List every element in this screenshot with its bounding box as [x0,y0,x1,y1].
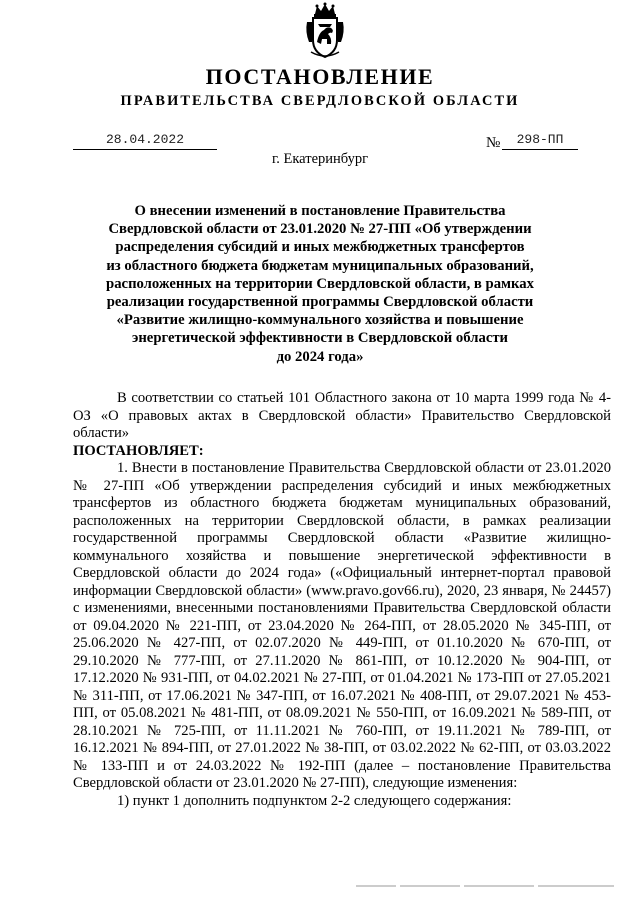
heading-line: реализации государственной программы Свердловской области [106,294,534,311]
heading-line: расположенных на территории Свердловской области, в рамках [106,275,534,292]
heading-line: О внесении изменений в постановление Правительства [134,203,506,219]
item-1-paragraph: 1. Внести в постановление Правительства Свердловской области от 23.01.2020 № 27-ПП «Об утверждении распределения субсидий и иных межбюджетных трансфертов из областного бюджета бюджетам муниципальных образований, расположенных на территории Свердловской области, в рамках реализации государственной программы Свердловской области «Развитие жилищно-коммунального хозяйства и повышение энергетической эффективности в Свердловской области до 2024 года» («Официальный интернет-портал правовой информации Свердловской области» (www.pravo.gov66.ru), 2020, 23 января, № 24457) с изменениями, внесенными постановлениями Правительства Свердловской области от 09.04.2020 № 221-ПП, от 23.04.2020 № 264-ПП, от 28.05.2020 № 345-ПП, от 25.06.2020 № 427-ПП, от 02.07.2020 № 449-ПП, от 01.10.2020 № 670-ПП, от 29.10.2020 № 777-ПП, от 27.11.2020 № 861-ПП, от 10.12.2020 № 904-ПП, от 17.12.2020 № 931-ПП, от 04.02.2021 № 27-ПП, от 01.04.2021 № 173-ПП от 27.05.2021 № 311-ПП, от 17.06.2021 № 347-ПП, от 16.07.2021 № 408-ПП, от 29.07.2021 № 453-ПП, от 05.08.2021 № 481-ПП, от 08.09.2021 № 550-ПП, от 16.09.2021 № 589-ПП, от 28.10.2021 № 725-ПП, от 11.11.2021 № 760-ПП, от 19.11.2021 № 789-ПП, от 16.12.2021 № 894-ПП, от 27.01.2022 № 38-ПП, от 03.02.2022 № 62-ПП, от 03.03.2022 № 133-ПП и от 24.03.2022 № 192-ПП (далее – постановление Правительства Свердловской области от 23.01.2020 № 27-ПП), следующие изменения: [73,460,611,791]
document-number: 298-ПП [502,132,578,150]
document-subtitle: ПРАВИТЕЛЬСТВА СВЕРДЛОВСКОЙ ОБЛАСТИ [120,93,520,109]
decree-word: ПОСТАНОВЛЯЕТ: [73,442,204,459]
number-sign: № [486,135,501,151]
footer-watermark [356,884,614,890]
coat-of-arms-icon [303,2,347,60]
document-body [73,390,611,810]
document-title: ПОСТАНОВЛЕНИЕ [205,64,435,89]
document-heading [100,202,540,366]
document-city: г. Екатеринбург [271,151,369,167]
intro-paragraph: В соответствии со статьей 101 Областного закона от 10 марта 1999 года № 4-ОЗ «О правовых актах в Свердловской области» Правительство Свердловской области» [73,390,611,441]
heading-line: распределения субсидий и иных межбюджетных трансфертов [115,239,525,256]
heading-line: до 2024 года» [276,348,364,365]
heading-line: Свердловской области от 23.01.2020 № 27-ПП «Об утверждении [108,221,532,238]
heading-line: «Развитие жилищно-коммунального хозяйства и повышение [116,312,524,329]
heading-line: энергетической эффективности в Свердловской области [131,330,509,347]
subitem-1-paragraph: 1) пункт 1 дополнить подпунктом 2-2 следующего содержания: [117,792,512,809]
heading-line: из областного бюджета бюджетам муниципальных образований, [106,257,534,274]
document-date: 28.04.2022 [73,132,217,150]
